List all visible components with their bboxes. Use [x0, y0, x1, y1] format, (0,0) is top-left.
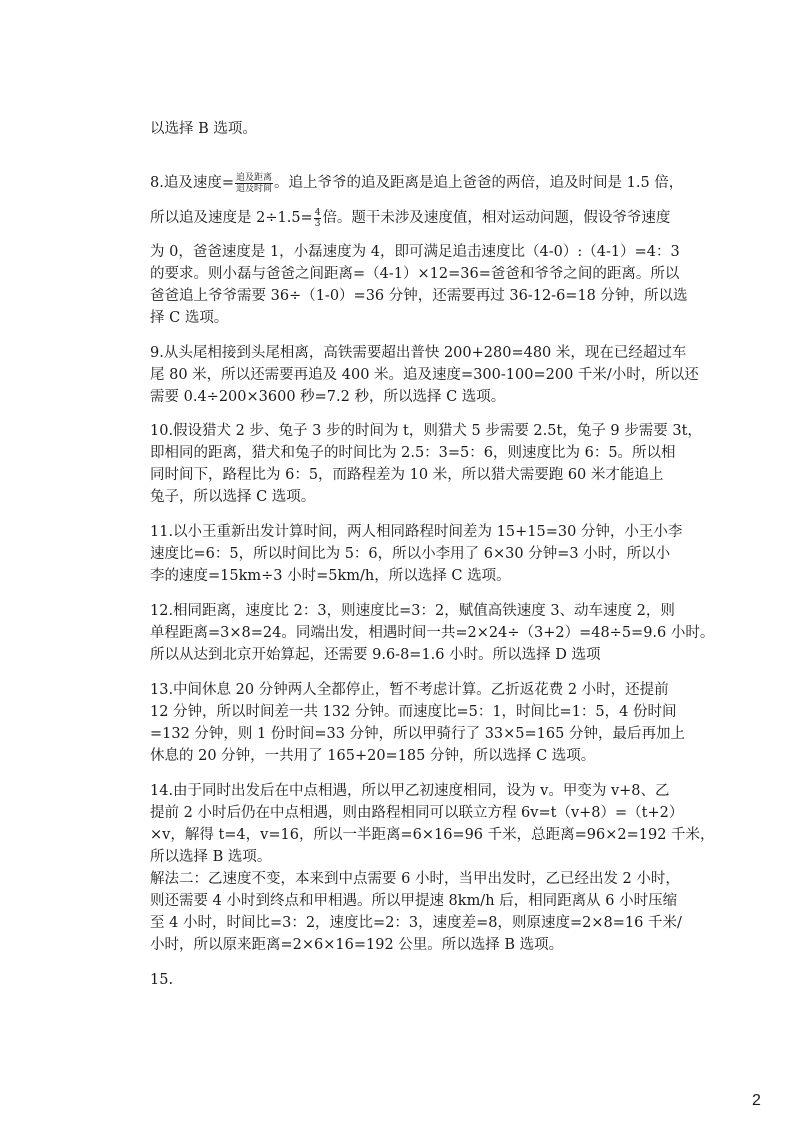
- text-line: 即相同的距离，猎犬和兔子的时间比为 2.5：3=5：6，则速度比为 6：5。所以相: [150, 445, 676, 461]
- text-span: 倍。题干未涉及速度值，相对运动问题，假设爷爷速度: [322, 210, 671, 226]
- text-line: 小时，所以原来距离=2×6×16=192 公里。所以选择 B 选项。: [150, 937, 564, 953]
- text-line: 提前 2 小时后仍在中点相遇，则由路程相同可以联立方程 6v=t（v+8）=（t+2）: [150, 805, 684, 821]
- fraction-denominator: 3: [314, 218, 321, 229]
- q8-line-1: [150, 172, 683, 194]
- fraction-denominator: 追及时间: [235, 183, 272, 194]
- text-line: 为 0，爸爸速度是 1，小磊速度为 4，即可满足追击速度比（4-0）:（4-1）=4：3: [150, 244, 680, 260]
- text-line: 单程距离=3×8=24。同端出发，相遇时间一共=2×24÷（3+2）=48÷5=9.6 小时。: [150, 625, 715, 641]
- text-span: 。追上爷爷的追及距离是追上爸爸的两倍，追及时间是 1.5 倍，: [274, 175, 684, 191]
- page-number: 2: [752, 1092, 761, 1109]
- text-line: 12.相同距离，速度比 2：3，则速度比=3：2，赋值高铁速度 3、动车速度 2，则: [150, 603, 675, 619]
- text-line: 13.中间休息 20 分钟两人全都停止，暂不考虑计算。乙折返花费 2 小时，还提前: [150, 682, 669, 698]
- text-line: 爸爸追上爷爷需要 36÷（1-0）=36 分钟，还需要再过 36-12-6=18 分钟，所以选: [150, 288, 688, 304]
- text-line: 李的速度=15km÷3 小时=5km/h，所以选择 C 选项。: [150, 568, 511, 584]
- text-line: 速度比=6：5，所以时间比为 5：6，所以小李用了 6×30 分钟=3 小时，所以小: [150, 546, 671, 562]
- text-line: 9.从头尾相接到头尾相离，高铁需要超出普快 200+280=480 米，现在已经超过车: [150, 345, 687, 361]
- text-line: 12 分钟，所以时间差一共 132 分钟。而速度比=5：1，时间比=1：5，4 份时间: [150, 704, 677, 720]
- text-line: 14.由于同时出发后在中点相遇，所以甲乙初速度相同，设为 v。甲变为 v+8、乙: [150, 783, 670, 799]
- text-line: 兔子，所以选择 C 选项。: [150, 489, 316, 505]
- text-line: 休息的 20 分钟，一共用了 165+20=185 分钟，所以选择 C 选项。: [150, 748, 596, 764]
- fraction-numerator: 追及距离: [235, 172, 272, 183]
- text-line: 的要求。则小磊与爸爸之间距离=（4-1）×12=36=爸爸和爷爷之间的距离。所以: [150, 266, 680, 282]
- text-line: 10.假设猎犬 2 步、兔子 3 步的时间为 t，则猎犬 5 步需要 2.5t，兔子 9 步需要 3t，: [150, 423, 702, 439]
- text-line: 解法二：乙速度不变，本来到中点需要 6 小时，当甲出发时，乙已经出发 2 小时，: [150, 871, 680, 887]
- text-line: 至 4 小时，时间比=3：2，速度比=2：3，速度差=8，则原速度=2×8=16 千米/: [150, 915, 682, 931]
- text-line: 所以选择 B 选项。: [150, 849, 272, 865]
- text-line: 需要 0.4÷200×3600 秒=7.2 秒，所以选择 C 选项。: [150, 389, 506, 405]
- text-line: 15.: [150, 972, 174, 988]
- text-line: 尾 80 米，所以还需要再追及 400 米。追及速度=300-100=200 千米/小时，所以还: [150, 367, 699, 383]
- text-line: 则还需要 4 小时到终点和甲相遇。所以甲提速 8km/h 后，相同距离从 6 小时压缩: [150, 893, 678, 909]
- text-line: =132 分钟，则 1 份时间=33 分钟，所以甲骑行了 33×5=165 分钟，最后再加上: [150, 726, 685, 742]
- text-span: 8.追及速度=: [150, 175, 234, 191]
- q8-line-2: [150, 207, 670, 229]
- text-line: 所以从达到北京开始算起，还需要 9.6-8=1.6 小时。所以选择 D 选项: [150, 647, 601, 663]
- text-line: 以选择 B 选项。: [150, 121, 257, 137]
- fraction-numerator: 4: [314, 207, 321, 218]
- text-span: 所以追及速度是 2÷1.5=: [150, 210, 313, 226]
- fraction: [235, 173, 273, 194]
- fraction: [314, 208, 322, 229]
- text-line: 择 C 选项。: [150, 310, 229, 326]
- text-line: 同时间下，路程比为 6：5，而路程差为 10 米，所以猎犬需要跑 60 米才能追上: [150, 467, 664, 483]
- text-line: 11.以小王重新出发计算时间，两人相同路程时间差为 15+15=30 分钟，小王小李: [150, 524, 683, 540]
- text-line: ×v，解得 t=4，v=16，所以一半距离=6×16=96 千米，总距离=96×2=192 千米，: [150, 827, 715, 843]
